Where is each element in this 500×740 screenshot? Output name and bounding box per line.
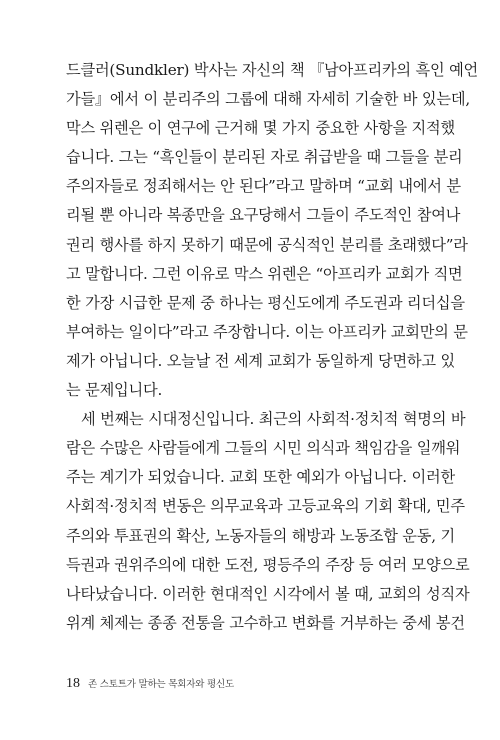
text-line: 득권과 권위주의에 대한 도전, 평등주의 주장 등 여러 모양으로	[66, 555, 470, 574]
page-footer	[66, 676, 234, 692]
text-line: 주의자들로 정죄해서는 안 된다”라고 말하며 “교회 내에서 분	[66, 177, 461, 196]
text-line: 주의와 투표권의 확산, 노동자들의 해방과 노동조합 운동, 기	[66, 526, 455, 545]
paragraph-last-line: 는 문제입니다.	[66, 381, 163, 400]
text-line: 사회적·정치적 변동은 의무교육과 고등교육의 기회 확대, 민주	[66, 497, 465, 516]
text-line: 한 가장 시급한 문제 중 하나는 평신도에게 주도권과 리더십을	[66, 293, 465, 312]
text-line: 제가 아닙니다. 오늘날 전 세계 교회가 동일하게 당면하고 있	[66, 351, 455, 370]
text-line: 습니다. 그는 “흑인들이 분리된 자로 취급받을 때 그들을 분리	[66, 148, 463, 167]
text-line: 부여하는 일이다”라고 주장합니다. 이는 아프리카 교회만의 문	[66, 322, 468, 341]
text-line: 드클러(Sundkler) 박사는 자신의 책 『남아프리카의 흑인 예언	[66, 61, 479, 79]
page-number: 18	[66, 676, 80, 691]
paragraph-first-line: 세 번째는 시대정신입니다. 최근의 사회적·정치적 혁명의 바	[81, 410, 466, 429]
text-line: 고 말합니다. 그런 이유로 막스 위렌은 “아프리카 교회가 직면	[66, 264, 463, 283]
text-line: 람은 수많은 사람들에게 그들의 시민 의식과 책임감을 일깨워	[66, 439, 461, 458]
text-line: 나타났습니다. 이러한 현대적인 시각에서 볼 때, 교회의 성직자	[66, 584, 470, 603]
text-line: 주는 계기가 되었습니다. 교회 또한 예외가 아닙니다. 이러한	[66, 468, 455, 487]
text-line: 권리 행사를 하지 못하기 때문에 공식적인 분리를 초래했다”라	[66, 235, 468, 254]
text-line: 가들』에서 이 분리주의 그룹에 대해 자세히 기술한 바 있는데,	[66, 90, 470, 109]
body-text	[66, 56, 479, 638]
text-line: 막스 위렌은 이 연구에 근거해 몇 가지 중요한 사항을 지적했	[66, 119, 455, 138]
running-title: 존 스토트가 말하는 목회자와 평신도	[88, 679, 234, 690]
text-line: 위계 체제는 종종 전통을 고수하고 변화를 거부하는 중세 봉건	[66, 613, 465, 632]
text-line: 리될 뿐 아니라 복종만을 요구당해서 그들이 주도적인 참여나	[66, 206, 461, 225]
